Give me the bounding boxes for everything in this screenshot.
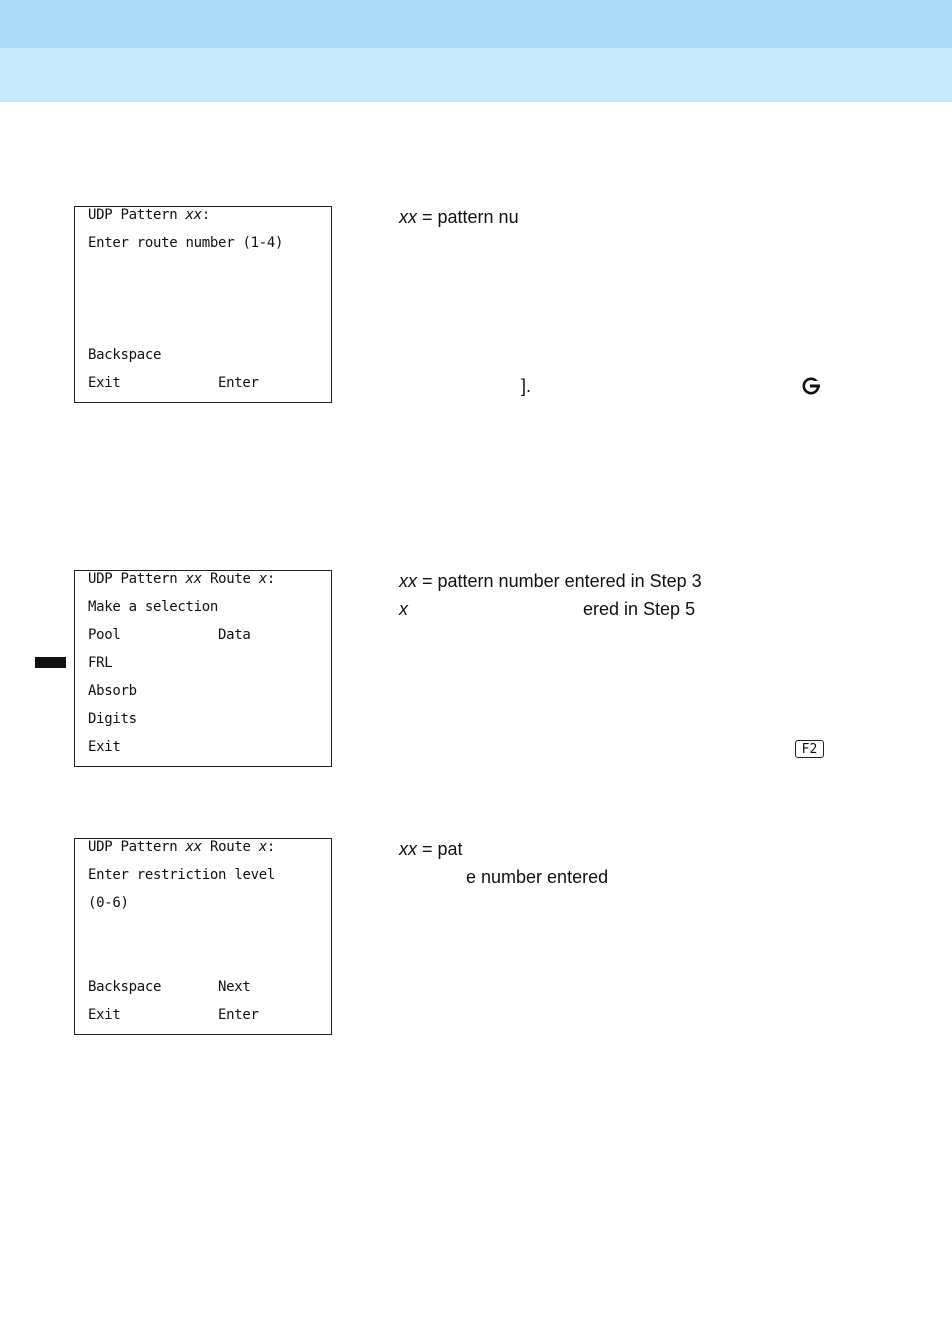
frl-softkey[interactable]: FRL [88, 655, 113, 671]
pool-softkey[interactable]: Pool [88, 627, 121, 643]
enter-softkey[interactable]: Enter [218, 1007, 259, 1023]
screen-range: (0-6) [88, 895, 129, 911]
note-pattern-number: xx = pattern nu [399, 207, 519, 227]
screen-title: UDP Pattern xx Route x: [88, 839, 275, 855]
display-screen-route-number [74, 206, 332, 403]
exit-softkey[interactable]: Exit [88, 1007, 121, 1023]
header-band-top [0, 0, 952, 48]
note-route-number: e number entered [466, 867, 609, 887]
note-route-number: ered in Step 5 [583, 599, 696, 619]
screen-prompt: Enter restriction level [88, 867, 275, 883]
next-softkey[interactable]: Next [218, 979, 251, 995]
absorb-softkey[interactable]: Absorb [88, 683, 137, 699]
screen-title: UDP Pattern xx Route x: [88, 571, 275, 587]
display-screen-restriction-level [74, 838, 332, 1035]
note-pattern-number: xx = pat [399, 839, 463, 859]
data-softkey[interactable]: Data [218, 627, 251, 643]
digits-softkey[interactable]: Digits [88, 711, 137, 727]
backspace-softkey[interactable]: Backspace [88, 347, 162, 363]
screen-title: UDP Pattern xx: [88, 207, 210, 223]
return-arrow-icon [802, 377, 820, 395]
exit-softkey[interactable]: Exit [88, 375, 121, 391]
backspace-softkey[interactable]: Backspace [88, 979, 162, 995]
f2-key[interactable]: F2 [795, 740, 824, 758]
screen-prompt: Make a selection [88, 599, 219, 615]
enter-softkey[interactable]: Enter [218, 375, 259, 391]
display-screen-route-options [74, 570, 332, 767]
exit-softkey[interactable]: Exit [88, 739, 121, 755]
note-pattern-number: xx = pattern number entered in Step 3 [399, 571, 702, 591]
header-band-bottom [0, 48, 952, 102]
selection-marker [35, 657, 66, 668]
note-bracket: ]. [521, 376, 532, 396]
note-route-var: x [399, 599, 408, 619]
screen-prompt: Enter route number (1-4) [88, 235, 284, 251]
